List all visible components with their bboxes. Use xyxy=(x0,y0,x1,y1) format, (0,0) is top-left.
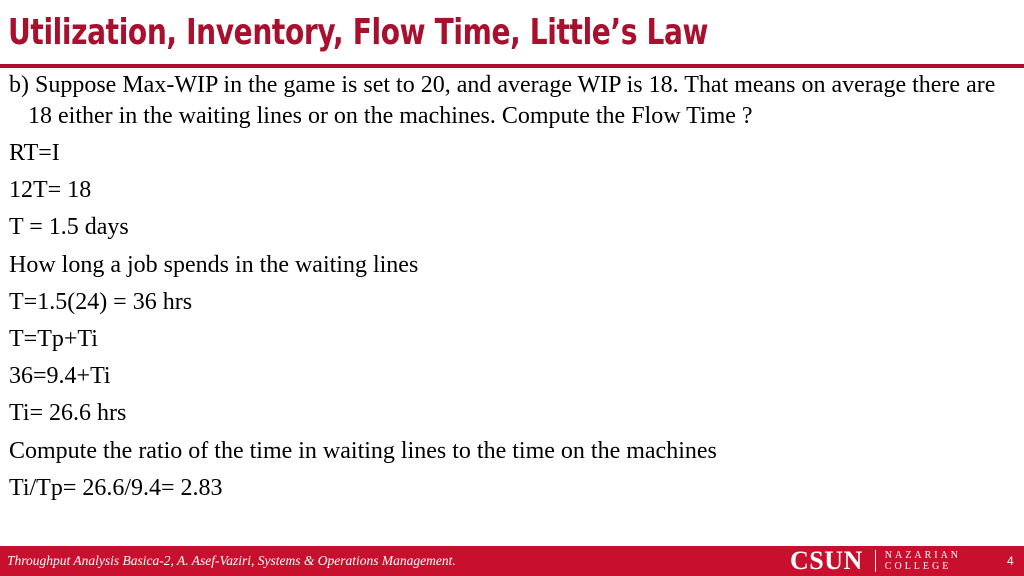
logo-subtitle-line-1: NAZARIAN xyxy=(884,550,962,561)
solution-line: Compute the ratio of the time in waiting lines to the time on the machines xyxy=(9,437,717,464)
title-divider xyxy=(0,64,1024,68)
solution-line: RT=I xyxy=(9,140,60,166)
footer-bar xyxy=(0,546,1024,576)
logo-subtitle xyxy=(885,550,961,572)
slide-title: Utilization, Inventory, Flow Time, Little’s Law xyxy=(8,12,709,53)
question-paragraph: b) Suppose Max-WIP in the game is set to 20, and average WIP is 18. That means on average there are 18 either in the waiting lines or on the machines. Compute the Flow Time ? xyxy=(9,72,996,129)
solution-line: 36=9.4+Ti xyxy=(9,363,111,390)
logo-divider xyxy=(875,550,876,572)
solution-line: T=1.5(24) = 36 hrs xyxy=(9,288,193,315)
solution-line: T = 1.5 days xyxy=(9,214,129,241)
solution-line: Ti= 26.6 hrs xyxy=(9,400,127,427)
solution-line: 12T= 18 xyxy=(9,177,92,204)
solution-line: T=Tp+Ti xyxy=(9,325,98,352)
slide-content xyxy=(9,70,1014,507)
logo-subtitle-line-2: COLLEGE xyxy=(884,561,952,572)
csun-nazarian-logo xyxy=(790,546,961,576)
solution-lines xyxy=(9,135,1014,507)
page-number: 4 xyxy=(1007,554,1014,568)
footer-citation: Throughput Analysis Basica-2, A. Asef-Vaziri, Systems & Operations Management. xyxy=(7,553,456,568)
logo-wordmark: CSUN xyxy=(790,546,863,575)
solution-line: How long a job spends in the waiting lines xyxy=(9,251,419,278)
solution-line: Ti/Tp= 26.6/9.4= 2.83 xyxy=(9,474,223,501)
